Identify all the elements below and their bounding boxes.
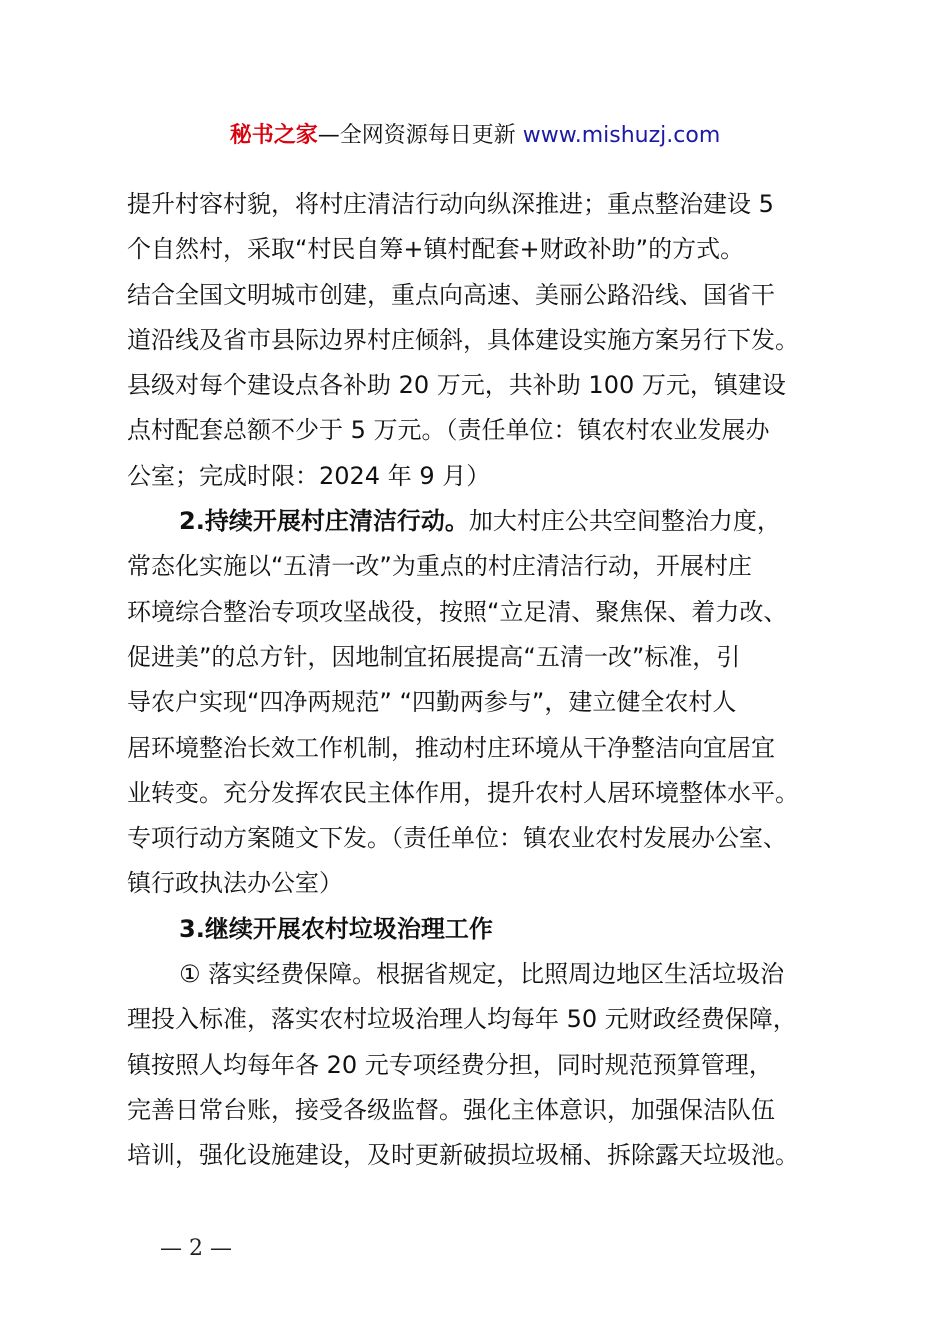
text-line: 促进美”的总方针，因地制宜拓展提高“五清一改”标准，引: [127, 642, 741, 671]
text-line: 居环境整治长效工作机制，推动村庄环境从干净整洁向宜居宜: [127, 733, 775, 762]
text-line: 专项行动方案随文下发。（责任单位：镇农业农村发展办公室、: [127, 824, 787, 853]
text-line: 镇按照人均每年各 20 元专项经费分担，同时规范预算管理，: [127, 1050, 773, 1079]
subsection-1-first-line: ① 落实经费保障。根据省规定，比照周边地区生活垃圾治: [179, 960, 785, 989]
text-line: 县级对每个建设点各补助 20 万元，共补助 100 万元，镇建设: [127, 371, 786, 400]
text-line: 道沿线及省市县际边界村庄倾斜，具体建设实施方案另行下发。: [127, 325, 799, 354]
section-2-heading: 2.持续开展村庄清洁行动。: [179, 507, 469, 536]
slogan: —全网资源每日更新: [317, 123, 523, 148]
text-line: 环境综合整治专项攻坚战役，按照“立足清、聚焦保、着力改、: [127, 597, 788, 626]
section-3-heading: 3.继续开展农村垃圾治理工作: [179, 914, 493, 943]
text-line: 提升村容村貌，将村庄清洁行动向纵深推进；重点整治建设 5: [127, 190, 774, 218]
text-line: 镇行政执法办公室）: [127, 869, 343, 898]
brand-name: 秘书之家: [229, 123, 318, 148]
section-2-first-line: [127, 499, 827, 544]
text-line: 业转变。充分发挥农民主体作用，提升农村人居环境整体水平。: [127, 778, 799, 807]
text-line: 培训，强化设施建设，及时更新破损垃圾桶、拆除露天垃圾池。: [127, 1141, 799, 1170]
site-watermark-header: [0, 121, 950, 151]
site-url: www.mishuzj.com: [522, 123, 721, 148]
text-line: 完善日常台账，接受各级监督。强化主体意识，加强保洁队伍: [127, 1095, 775, 1124]
text-line: 常态化实施以“五清一改”为重点的村庄清洁行动，开展村庄: [127, 552, 752, 581]
document-body: [127, 182, 827, 1179]
text-line: 公室；完成时限：2024 年 9 月）: [127, 461, 491, 490]
text-fragment: 加大村庄公共空间整治力度，: [468, 507, 781, 536]
text-line: 导农户实现“四净两规范” “四勤两参与”，建立健全农村人: [127, 688, 737, 717]
text-line: 理投入标准，落实农村垃圾治理人均每年 50 元财政经费保障，: [127, 1005, 797, 1034]
text-line: 个自然村，采取“村民自筹+镇村配套+财政补助”的方式。: [127, 235, 745, 264]
page-number: — 2 —: [160, 1236, 232, 1261]
text-line: 点村配套总额不少于 5 万元。（责任单位：镇农村农业发展办: [127, 416, 770, 445]
text-line: 结合全国文明城市创建，重点向高速、美丽公路沿线、国省干: [127, 280, 775, 309]
